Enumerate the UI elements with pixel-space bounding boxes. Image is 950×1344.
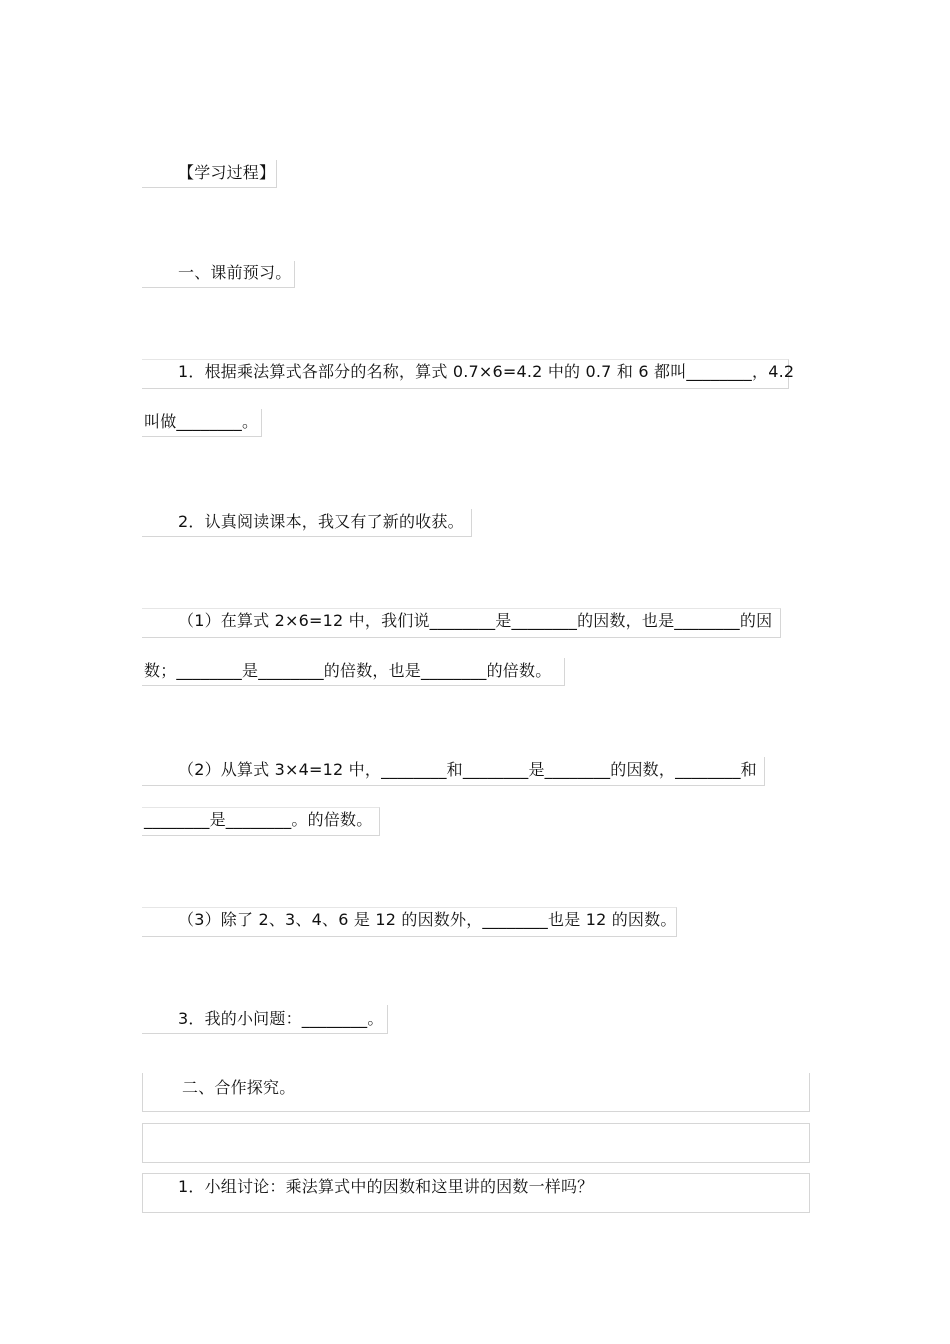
blank-box: [142, 1123, 810, 1163]
section2-question-1: 1．小组讨论：乘法算式中的因数和这里讲的因数一样吗？: [178, 1177, 594, 1196]
section-title-preview: 一、课前预习。: [178, 263, 292, 282]
page-heading: 【学习过程】: [178, 163, 276, 182]
question-3: 3．我的小问题：________。: [178, 1009, 384, 1028]
question-2-2-line1: （2）从算式 3×4=12 中，________和________是________的因数，________和: [178, 760, 757, 779]
question-2-1-line1: （1）在算式 2×6=12 中，我们说________是________的因数，也是________的因: [178, 611, 773, 630]
section-title-cooperate: 二、合作探究。: [182, 1078, 296, 1097]
question-2-1-line2: 数；________是________的倍数，也是________的倍数。: [144, 661, 552, 680]
question-2-2-line2: ________是________。的倍数。: [144, 810, 373, 829]
question-2-3: （3）除了 2、3、4、6 是 12 的因数外，________也是 12 的因数。: [178, 910, 677, 929]
question-1-line2: 叫做________。: [144, 412, 259, 431]
question-1-line1: 1．根据乘法算式各部分的名称，算式 0.7×6=4.2 中的 0.7 和 6 都叫________，4.2: [178, 362, 795, 381]
question-2: 2．认真阅读课本，我又有了新的收获。: [178, 512, 464, 531]
